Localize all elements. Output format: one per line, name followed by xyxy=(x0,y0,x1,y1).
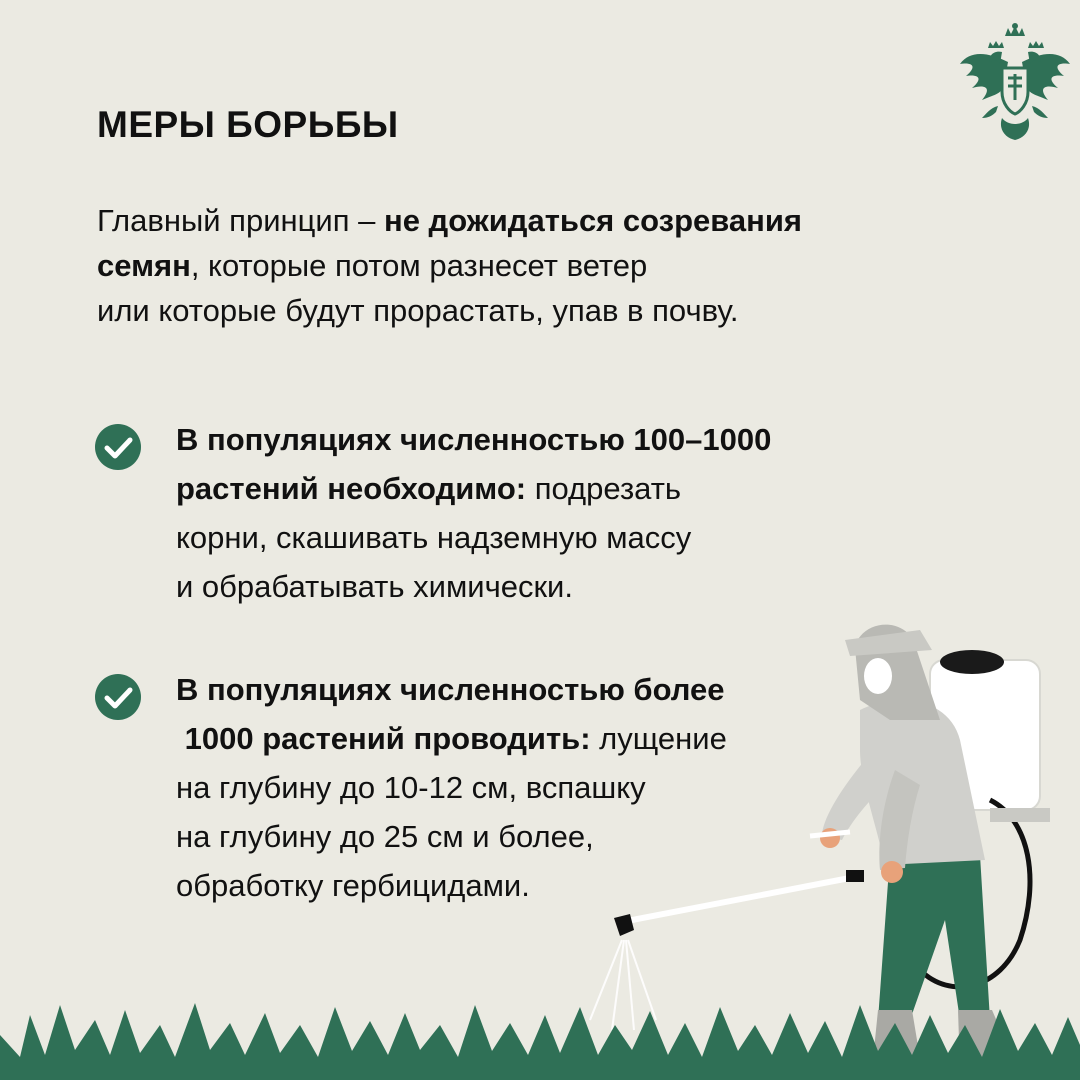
page-title: МЕРЫ БОРЬБЫ xyxy=(97,104,399,145)
grass-decoration xyxy=(0,995,1080,1080)
bullet-1-text-2: корни, скашивать надземную массу xyxy=(176,520,692,555)
intro-bold-2: семян xyxy=(97,248,191,283)
bullet-1-text-3: и обрабатывать химически. xyxy=(176,569,573,604)
check-circle-icon xyxy=(94,423,142,471)
intro-text-before: Главный принцип – xyxy=(97,203,384,238)
eagle-emblem-icon xyxy=(958,22,1072,142)
bullet-2-text-4: обработку гербицидами. xyxy=(176,868,530,903)
check-circle-icon xyxy=(94,673,142,721)
intro-paragraph xyxy=(97,198,957,333)
bullet-1-text-1: подрезать xyxy=(526,471,682,506)
bullet-1-bold-1: В популяциях численностью 100–1000 xyxy=(176,422,772,457)
intro-text-after-1: , которые потом разнесет ветер xyxy=(190,248,648,283)
bullet-text-1 xyxy=(176,415,876,611)
intro-bold-1: не дожидаться созревания xyxy=(383,203,802,238)
intro-text-after-2: или которые будут прорастать, упав в почву. xyxy=(97,293,739,328)
bullet-2-bold-2: 1000 растений проводить: xyxy=(176,721,591,756)
bullet-2-text-2: на глубину до 10-12 см, вспашку xyxy=(176,770,646,805)
bullet-2-bold-1: В популяциях численностью более xyxy=(176,672,725,707)
bullet-2-text-3: на глубину до 25 см и более, xyxy=(176,819,594,854)
bullet-1-bold-2: растений необходимо: xyxy=(176,471,527,506)
bullet-2-text-1: лущение xyxy=(590,721,727,756)
